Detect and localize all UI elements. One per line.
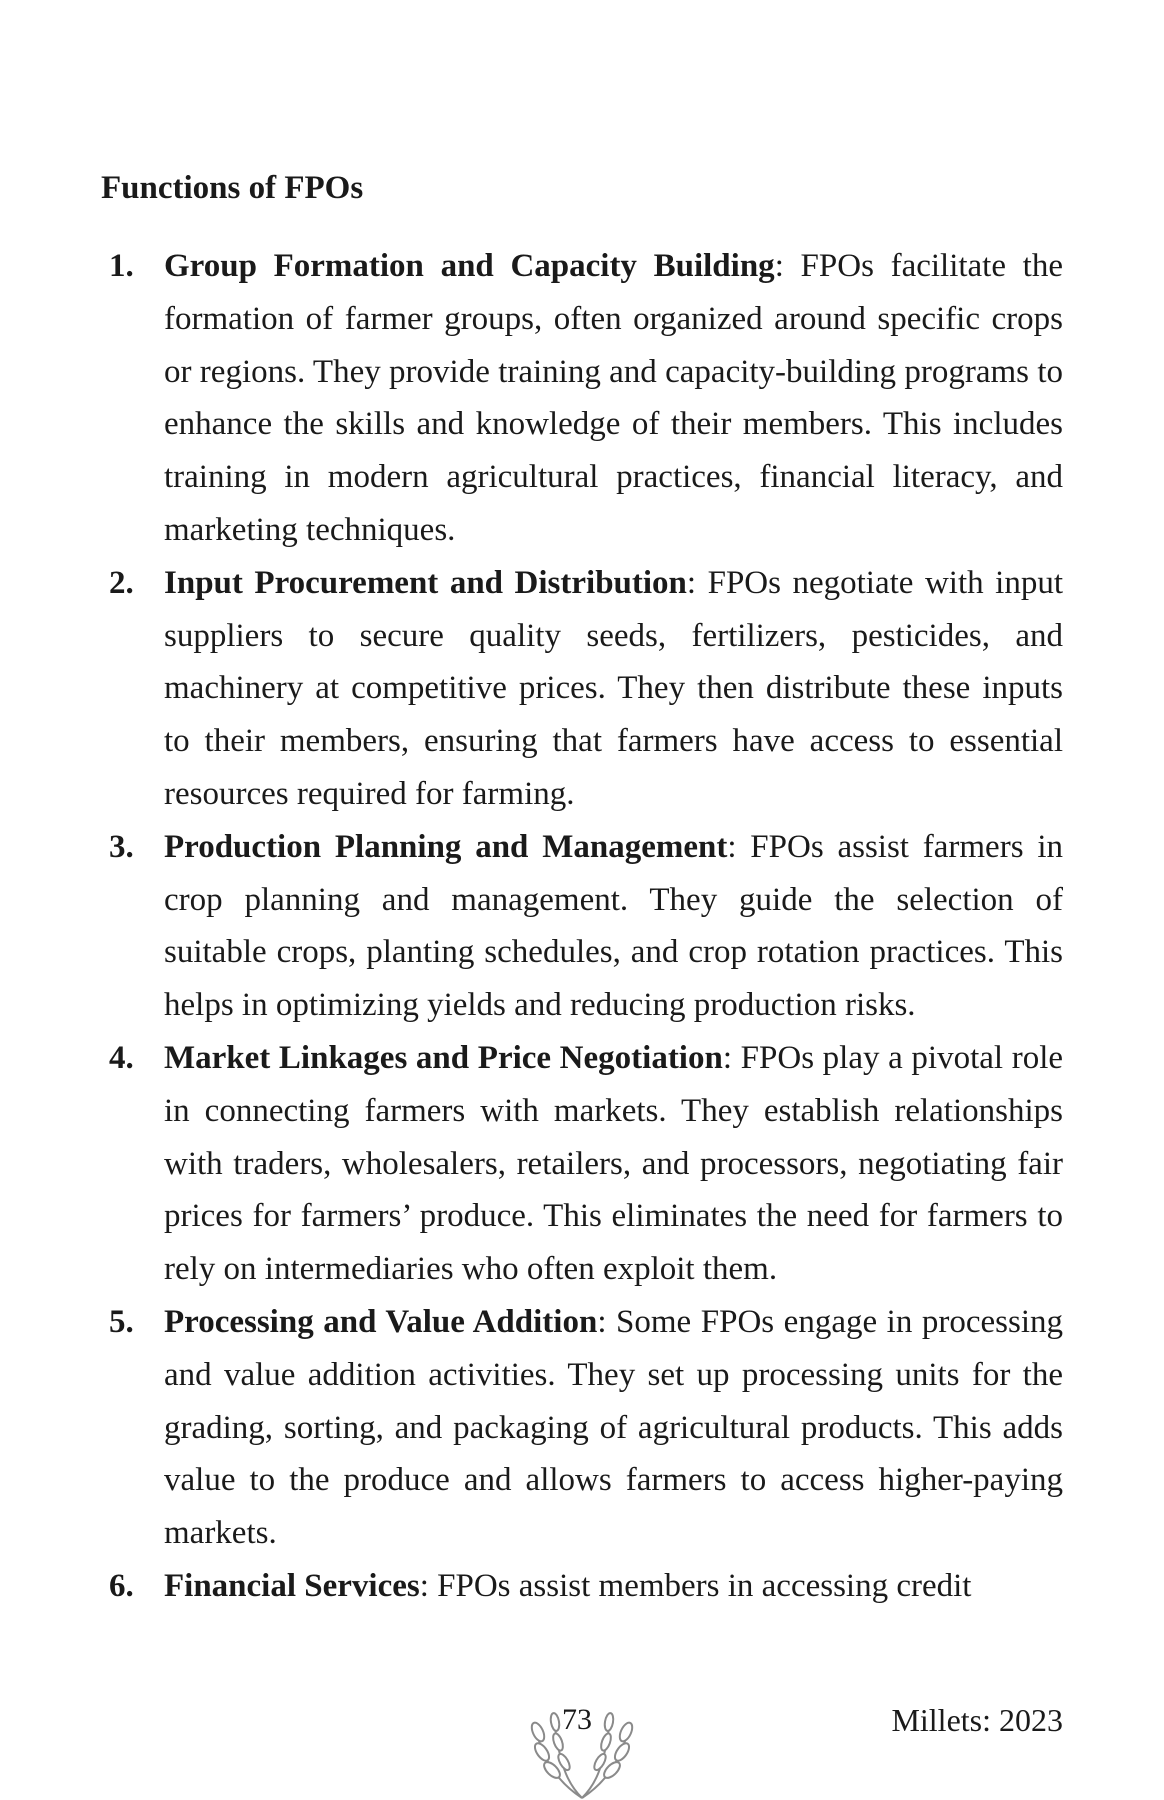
list-item [101,1032,1063,1296]
page-number: 73 [562,1703,592,1736]
item-number: 3. [109,828,134,865]
item-title: Input Procurement and Distribution [164,564,687,601]
list-item [101,240,1063,557]
list-item [101,557,1063,821]
item-text: : FPOs play a pivotal role in connecting farmers with markets. They establish relationships with traders, wholesalers, retailers, and processors, negotiating fair prices for farmers’ produce. This eliminates the need for farmers to rely on intermediaries who often exploit them. [164,1039,1064,1288]
item-number: 1. [109,248,134,284]
running-footer-title: Millets: 2023 [891,1702,1063,1738]
item-text: : FPOs negotiate with input suppliers to secure quality seeds, fertilizers, pesticides, and machinery at competitive prices. They then distribute these inputs to their members, ensuring that farmers have access to essential resources required for farming. [164,564,1063,812]
page-footer [0,1690,1164,1800]
item-number: 4. [109,1039,134,1076]
functions-list [101,240,1063,1613]
list-item [101,1560,1063,1613]
item-title: Financial Services [164,1567,420,1604]
item-text: : FPOs assist farmers in crop planning and management. They guide the selection of suitable crops, planting schedules, and crop rotation practices. This helps in optimizing yields and reducing production risks. [164,828,1063,1024]
item-number: 5. [109,1303,134,1340]
item-text: : Some FPOs engage in processing and value addition activities. They set up processing units for the grading, sorting, and packaging of agricultural products. This adds value to the produce and allows farmers to access higher-paying markets. [164,1303,1064,1552]
item-number: 6. [109,1567,134,1604]
item-title: Processing and Value Addition [164,1303,598,1340]
item-title: Market Linkages and Price Negotiation [164,1039,723,1076]
list-item [101,821,1063,1032]
section-heading: Functions of FPOs [101,170,364,206]
item-title: Group Formation and Capacity Building [164,248,775,284]
item-title: Production Planning and Management [164,828,728,865]
item-text: : FPOs assist members in accessing credit [419,1567,972,1604]
list-item [101,1296,1063,1560]
item-number: 2. [109,564,134,601]
item-text: : FPOs facilitate the formation of farmer groups, often organized around specific crops or regions. They provide training and capacity-building programs to enhance the skills and knowledge of their members. This includes training in modern agricultural practices, financial literacy, and marketing techniques. [164,248,1063,548]
